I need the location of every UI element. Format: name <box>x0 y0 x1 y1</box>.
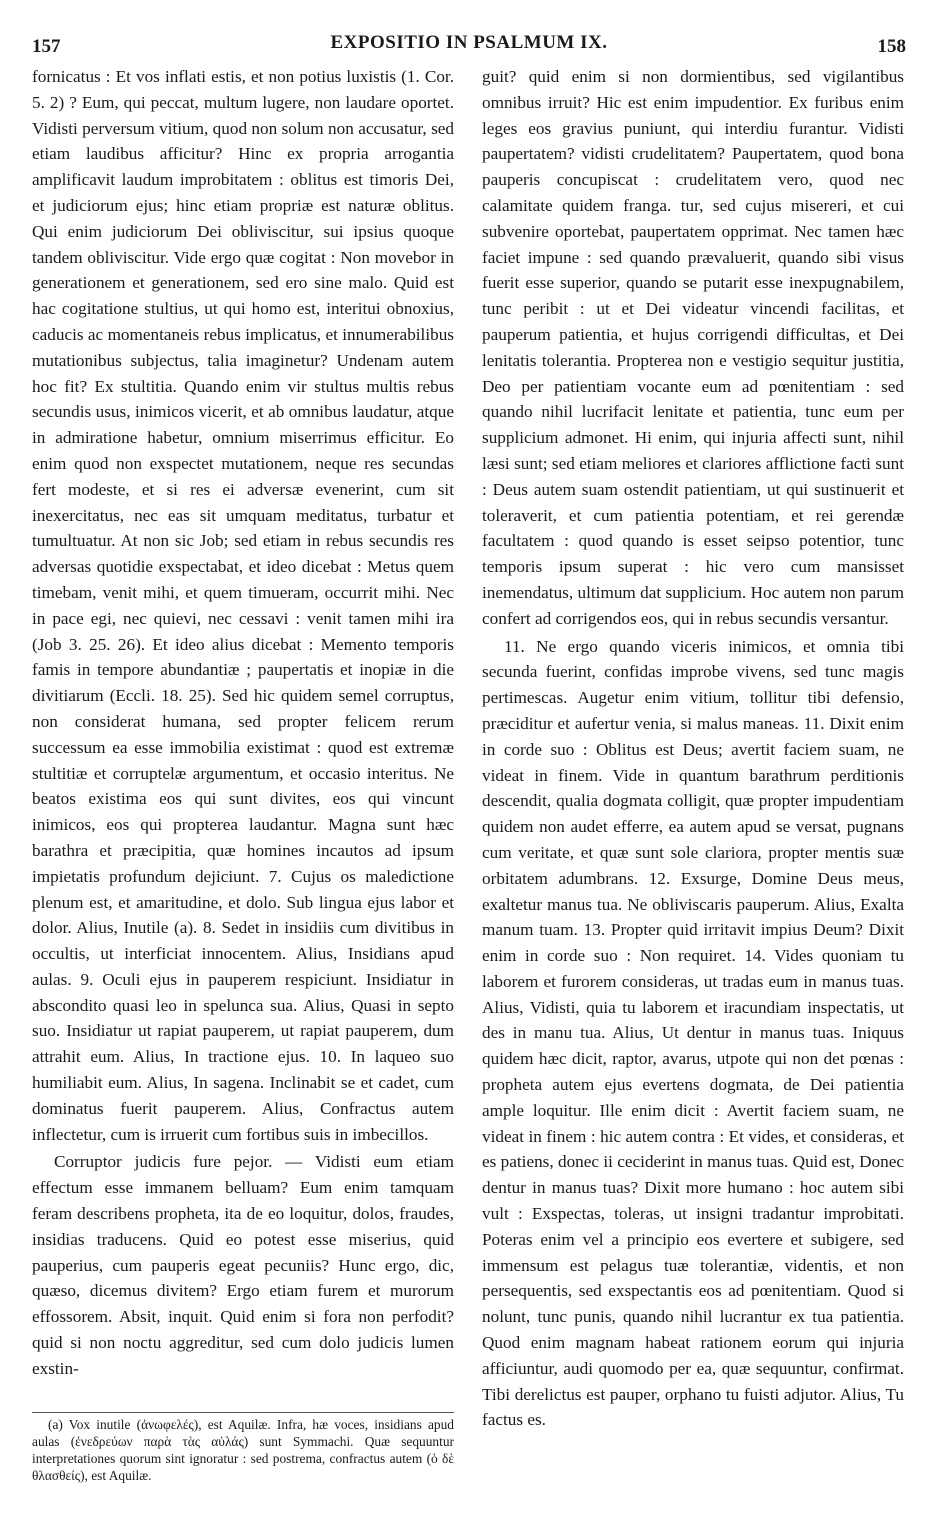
footnote-text: (a) Vox inutile (ἀνωφελές), est Aquilæ. Infra, hæ voces, insidians apud aulas (ἐνεδρεύων παρὰ τὰς αὐλάς) sunt Symmachi. Quæ sequuntur interpretationes quorum sint ignoratur : sed postrema, confractus autem (ὁ δὲ θλασθείς), est Aquilæ. <box>32 1417 454 1483</box>
left-paragraph-2: Corruptor judicis fure pejor. — Vidisti eum etiam effectum esse immanem belluam? Eum enim tamquam feram describens propheta, ita de eo loquitur, dolos, fraudes, insidias traducens. Quid eo potest esse miserius, quid pauperius, cum pauperis egeat pecuniis? Hunc ergo, dic, quæso, dicemus divitem? Ergo etiam furem et murorum effossorem. Absit, inquit. Quid enim si fora non perfodit? quid si non noctu aggreditur, sed cum dolo judicis lumen exstin- <box>32 1152 454 1378</box>
left-paragraph-1: fornicatus : Et vos inflati estis, et non potius luxistis (1. Cor. 5. 2) ? Eum, qui peccat, multum lugere, non laudare oportet. Vidisti perversum vitium, quod non solum non accusatur, sed etiam laudibus afficitur? Hinc ex propria arrogantia amplificavit laudum improbitatem : oblitus est timoris Dei, et judiciorum ejus; hinc etiam propriæ est naturæ oblitus. Qui enim judiciorum Dei obliviscitur, sui ipsius quoque tandem obliviscitur. Vide ergo quæ cogitat : Non movebor in generationem et generationem, sed ero sine malo. Quid est hac cogitatione stultius, ut qui homo est, interitui obnoxius, caducis ac momentaneis rebus implicatus, et innumerabilibus mutationibus subjectus, talia imaginetur? Undenam autem hoc fit? Ex stultitia. Quando enim vir stultus multis rebus secundis usus, inimicos vicerit, et ab omnibus laudatur, atque in admiratione habetur, omnium miserrimus efficitur. Eo enim quod non exspectet mutationem, neque res secundas fert modeste, et si res ei adversæ evenerint, cum sit inexercitatus, nec eas sit umquam meditatus, turbatur et tumultuatur. At non sic Job; sed etiam in rebus secundis res adversas quotidie exspectabat, et ideo dicebat : Metus quem timebam, venit mihi, et quem timueram, occurrit mihi. Nec in pace egi, nec quievi, nec cessavi : venit tamen mihi ira (Job 3. 25. 26). Et ideo alius dicebat : Memento temporis famis in tempore abundantiæ ; paupertatis et inopiæ in die divitiarum (Eccli. 18. 25). Sed hic quidem semel corruptus, non considerat humana, sed propter felicem rerum successum ea esse immobilia existimat : quod est extremæ stultitiæ et corruptelæ argumentum, et occasio interitus. Ne beatos existima eos qui sunt divites, eos qui vincunt inimicos, eos qui propterea laudantur. Magna sunt hæc barathra et præcipitia, quæ homines incautos ad ipsum impietatis profundum dejiciunt. 7. Cujus os maledictione plenum est, et amaritudine, et dolo. Sub lingua ejus labor et dolor. Alius, Inutile (a). 8. Sedet in insidiis cum divitibus in occultis, ut interficiat innocentem. Alius, Insidians apud aulas. 9. Oculi ejus in pauperem respiciunt. Insidiatur in abscondito quasi leo in spelunca sua. Alius, Quasi in septo suo. Insidiatur ut rapiat pauperem, ut rapiat pauperem, dum attrahit eum. Alius, In tractione ejus. 10. In laqueo suo humiliabit eum. Alius, In sagena. Inclinabit se et cadet, cum dominatus fuerit pauperem. Alius, Confractus autem inflectetur, cum is irruerit cum fortibus suis in imbecillos. <box>32 67 454 1144</box>
left-column <box>32 64 454 1382</box>
right-paragraph-1: guit? quid enim si non dormientibus, sed vigilantibus omnibus irruit? Hic est enim impudentior. Ex furibus enim leges eos gravius puniunt, qui interdiu furantur. Vidisti paupertatem? vidisti crudelitatem? Paupertatem, quod bona pauperis concupiscat : crudelitatem vero, quod nec calamitate quidem franga. tur, sed cujus misereri, et cui subvenire oportebat, paupertatem opprimat. Nec tamen hæc faciet impune : sed quando prævaluerit, quando sibi visus fuerit esse superior, quando se putarit esse inexpugnabilem, tunc peribit : ut et Dei videatur vincendi facilitas, et pauperum patientia, et hujus corrigendi difficultas, et Dei lenitatis tolerantia. Propterea non e vestigio sequitur justitia, Deo per patientiam vocante eum ad pœnitentiam : sed quando nihil lucrifacit lenitate et patientia, tunc eum per supplicium admonet. Hi enim, qui injuria affecti sunt, nihil læsi sunt; sed etiam meliores et clariores afflictione facti sunt : Deus autem suam ostendit patientiam, ut qui sustinuerit et toleraverit, et cum patientia potentiam, et rei gerendæ facultatem : quod quando is esset seipso potentior, tunc temporis ipsum superat : hic vero cum mansisset inemendatus, ultimum dat supplicium. Hoc autem non parum confert ad corrigendos eos, qui in rebus secundis versantur. <box>482 67 904 628</box>
right-column <box>482 64 904 1433</box>
page-number-left: 157 <box>32 36 61 57</box>
page-number-right: 158 <box>877 36 906 57</box>
footnote <box>32 1412 454 1484</box>
right-paragraph-2: 11. Ne ergo quando viceris inimicos, et omnia tibi secunda fuerint, confidas improbe vivens, sed tunc magis pertimescas. Augetur enim vitium, tollitur tibi defensio, præciditur et aufertur venia, si malus maneas. 11. Dixit enim in corde suo : Oblitus est Deus; avertit faciem suam, ne videat in finem. Vide in quantum barathrum perditionis descendit, qualia dogmata colligit, quæ propter impudentiam quidem non audet efferre, ea autem apud se versat, pugnans cum veritate, et quæ sunt sole clariora, propter mentis suæ orbitatem adumbrans. 12. Exsurge, Domine Deus meus, exaltetur manus tua. Ne obliviscaris pauperum. Alius, Exalta manum tuam. 13. Propter quid irritavit impius Deum? Dixit enim in corde suo : Non requiret. 14. Vides quoniam tu laborem et furorem consideras, ut tradas eum in manus tuas. Alius, Vidisti, quia tu laborem et iracundiam inspectatis, ut des in manu tua. Alius, Ut dentur in manus tuas. Iniquus quidem hæc dicit, raptor, avarus, utpote qui non det pœnas : propheta autem ejus evertens dogmata, de Dei patientia ample loquitur. Ille enim dicit : Avertit faciem suam, ne videat in finem : hic autem contra : Et vides, et consideras, et es patiens, donec ii ceciderint in manus tuas. Quid est, Donec dentur in manus tuas? Dixit more humano : hoc autem sibi vult : Exspectas, toleras, ut insigni tradantur improbitati. Poteras enim vel a principio eos evertere et subigere, sed immensum est pelagus tuæ tolerantiæ, videntis, et non persequentis, sed exspectantis eos ad pœnitentiam. Quod si nolunt, tunc punis, quando nihil lucrantur ex tua patientia. Quod enim magnam habeat rationem eorum qui injuria afficiuntur, audi quomodo per ea, quæ sequuntur, confirmat. Tibi derelictus est pauper, orphano tu fuisti adjutor. Alius, Tu factus es. <box>482 636 904 1430</box>
running-title: EXPOSITIO IN PSALMUM IX. <box>330 32 608 53</box>
page-header <box>32 26 906 56</box>
